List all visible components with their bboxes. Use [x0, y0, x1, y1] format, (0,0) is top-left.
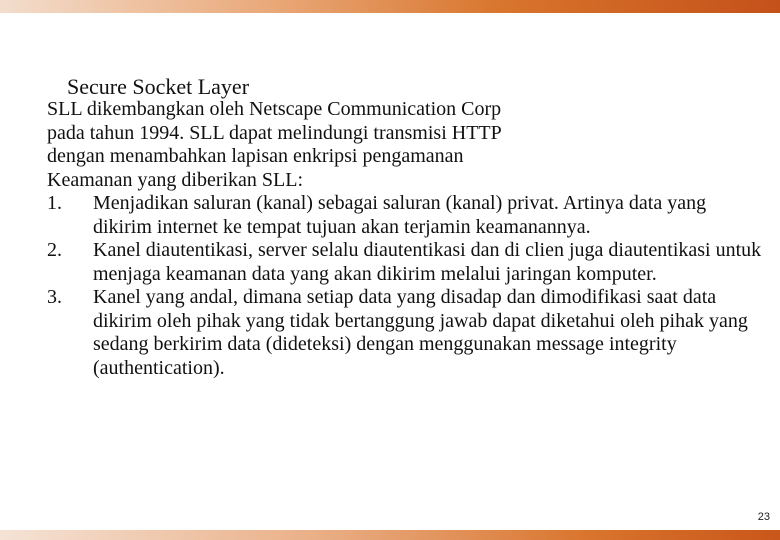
- bottom-accent-bar: [0, 530, 780, 540]
- body-line-4: Keamanan yang diberikan SLL:: [47, 168, 304, 191]
- list-text-3: Kanel yang andal, dimana setiap data yang disadap dan dimodifikasi saat data dikirim oleh pihak yang tidak bertanggung jawab dapat diketahui oleh pihak yang sedang berkirim data (dideteksi) dengan menggunakan message integrity (authentication).: [93, 286, 748, 379]
- slide-body: [47, 98, 767, 380]
- slide-title: Secure Socket Layer: [67, 74, 250, 99]
- list-number-2: 2.: [47, 239, 62, 261]
- list-number-3: 3.: [47, 286, 62, 308]
- body-line-1: SLL dikembangkan oleh Netscape Communication Corp: [47, 98, 502, 120]
- list-item-1: [47, 192, 767, 239]
- list-item-3: [47, 286, 767, 380]
- list-item-2: [47, 239, 767, 286]
- top-accent-bar: [0, 0, 780, 13]
- body-line-2: pada tahun 1994. SLL dapat melindungi transmisi HTTP: [47, 121, 502, 144]
- list-number-1: 1.: [47, 192, 62, 214]
- body-line-3: dengan menambahkan lapisan enkripsi pengamanan: [47, 145, 464, 167]
- list-text-2: Kanel diautentikasi, server selalu diautentikasi dan di clien juga diautentikasi untuk menjaga keamanan data yang akan dikirim melalui jaringan komputer.: [93, 239, 762, 285]
- page-number: 23: [757, 511, 770, 523]
- security-list: [47, 192, 767, 380]
- list-text-1: Menjadikan saluran (kanal) sebagai saluran (kanal) privat. Artinya data yang dikirim internet ke tempat tujuan akan terjamin keamanannya.: [93, 192, 707, 238]
